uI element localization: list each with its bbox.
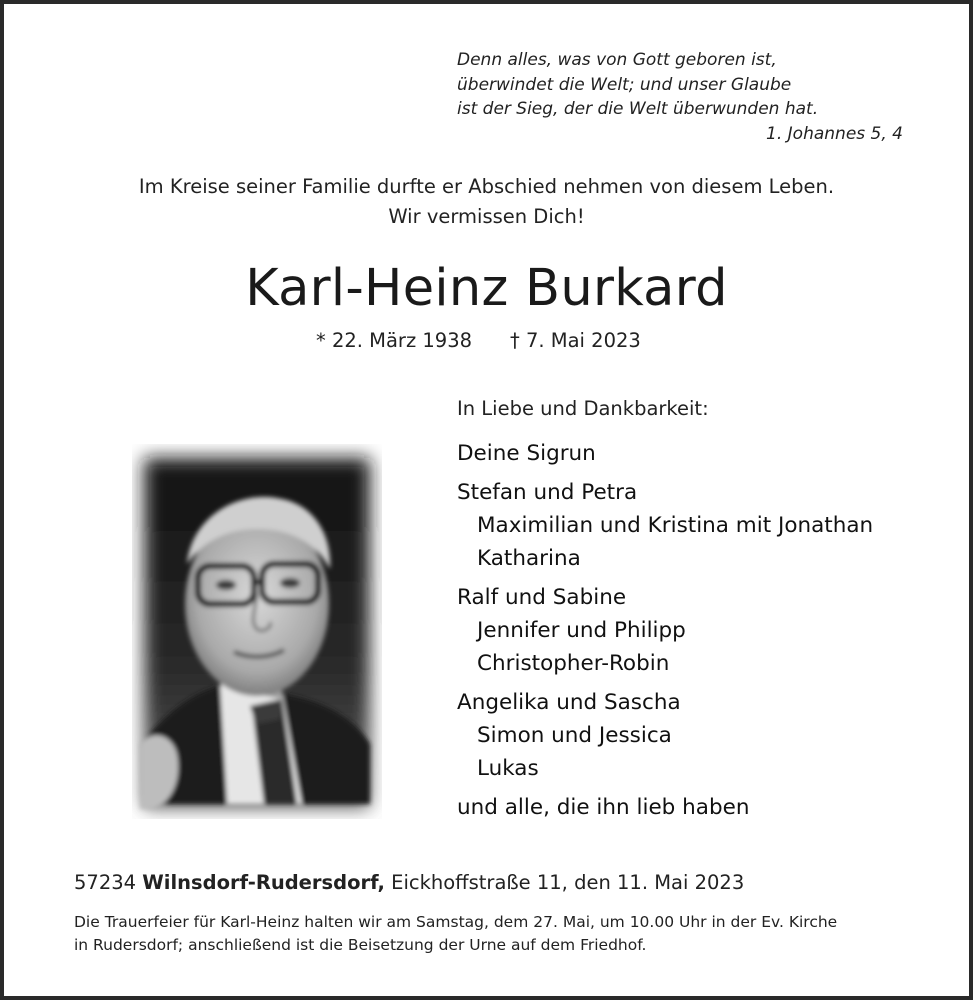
intro-line: Wir vermissen Dich! xyxy=(388,205,585,228)
quote-line: Denn alles, was von Gott geboren ist, xyxy=(457,50,777,70)
mourner-group xyxy=(457,581,957,680)
family-address xyxy=(74,871,744,894)
life-dates xyxy=(316,329,641,352)
mourner-child: Maximilian und Kristina mit Jonathan xyxy=(477,513,874,538)
mourner-child: Simon und Jessica xyxy=(477,723,672,748)
bible-quote xyxy=(457,48,907,146)
notice-line: Die Trauerfeier für Karl-Heinz halten wir am Samstag, dem 27. Mai, um 10.00 Uhr in der Ev. Kirche xyxy=(74,913,838,931)
notice-line: in Rudersdorf; anschließend ist die Beisetzung der Urne auf dem Friedhof. xyxy=(74,936,647,954)
deceased-name: Karl-Heinz Burkard xyxy=(245,259,728,318)
mourner-group xyxy=(457,437,957,470)
mourners-closing: und alle, die ihn lieb haben xyxy=(457,795,750,820)
mourners-list xyxy=(457,437,957,824)
intro-line: Im Kreise seiner Familie durfte er Abschied nehmen von diesem Leben. xyxy=(138,175,835,198)
mourner-main: Ralf und Sabine xyxy=(457,585,627,610)
town: Wilnsdorf-Rudersdorf, xyxy=(142,871,385,894)
intro-text xyxy=(4,172,969,232)
portrait-photo xyxy=(132,444,382,819)
mourner-child: Lukas xyxy=(477,756,539,781)
mourner-child: Jennifer und Philipp xyxy=(477,618,686,643)
birth-date: * 22. März 1938 xyxy=(316,329,473,352)
quote-line: ist der Sieg, der die Welt überwunden hat. xyxy=(457,99,819,119)
postal-code: 57234 xyxy=(74,871,137,894)
mourner-child: Katharina xyxy=(477,546,581,571)
funeral-notice xyxy=(74,911,954,957)
quote-reference: 1. Johannes 5, 4 xyxy=(766,123,903,144)
mourner-main: Deine Sigrun xyxy=(457,441,596,466)
mourner-child: Christopher-Robin xyxy=(477,651,670,676)
mourner-main: Stefan und Petra xyxy=(457,480,638,505)
mourner-group xyxy=(457,476,957,575)
gratitude-heading: In Liebe und Dankbarkeit: xyxy=(457,397,709,420)
mourner-group xyxy=(457,686,957,785)
death-date: † 7. Mai 2023 xyxy=(510,329,641,352)
street-and-date: Eickhoffstraße 11, den 11. Mai 2023 xyxy=(391,871,745,894)
quote-line: überwindet die Welt; und unser Glaube xyxy=(457,74,792,95)
mourner-main: Angelika und Sascha xyxy=(457,690,681,715)
